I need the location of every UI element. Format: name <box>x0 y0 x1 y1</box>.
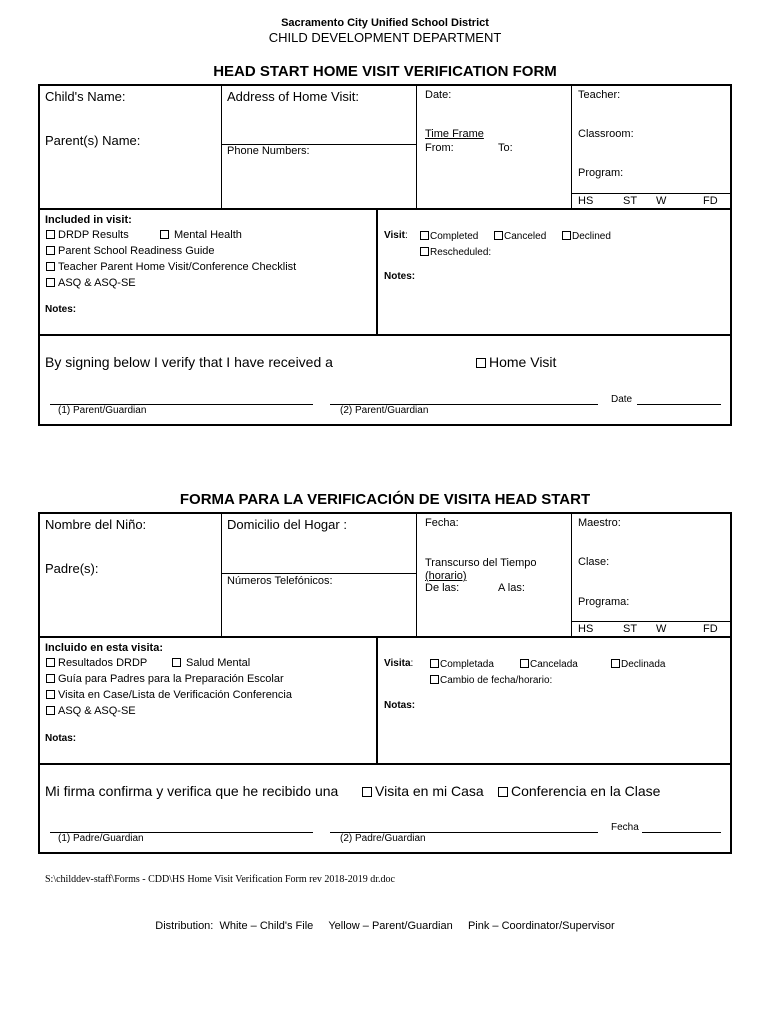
distribution-line: Distribution: White – Child's File Yellow – Parent/Guardian Pink – Coordinator/Supervisor <box>155 920 615 932</box>
checkbox-icon[interactable] <box>46 246 55 255</box>
notes-left-label: Notes: <box>45 304 77 315</box>
item-asq[interactable]: ASQ & ASQ-SE <box>46 278 136 289</box>
time-frame-label: Transcurso del Tiempo <box>425 557 537 569</box>
status-completed[interactable]: Completed <box>420 231 478 242</box>
checkbox-icon[interactable] <box>362 787 372 797</box>
parents-name-label: Padre(s): <box>45 561 99 576</box>
home-visit-option[interactable]: Home Visit <box>476 355 556 369</box>
notes-right-label: Notas: <box>384 700 416 711</box>
program-label: Programa: <box>578 596 630 608</box>
checkbox-icon[interactable] <box>46 706 55 715</box>
parent1-caption: (1) Parent/Guardian <box>58 405 147 416</box>
signing-statement: By signing below I verify that I have received a <box>45 354 333 370</box>
conference-option[interactable]: Conferencia en la Clase <box>498 784 660 798</box>
checkbox-icon[interactable] <box>430 675 439 684</box>
item-drdp[interactable]: Resultados DRDP <box>46 658 147 669</box>
signing-statement: Mi firma confirma y verifica que he recibido una <box>45 783 339 799</box>
checkbox-icon[interactable] <box>562 231 571 240</box>
english-form-title: HEAD START HOME VISIT VERIFICATION FORM <box>213 63 557 80</box>
home-visit-option[interactable]: Visita en mi Casa <box>362 784 484 798</box>
classroom-label: Clase: <box>578 556 610 568</box>
status-rescheduled[interactable]: Cambio de fecha/horario: <box>430 675 552 686</box>
program-st: ST <box>623 623 638 635</box>
childs-name-label: Child's Name: <box>45 89 126 104</box>
time-frame-label: Time Frame <box>425 128 484 140</box>
item-readiness-guide[interactable]: Guía para Padres para la Preparación Escolar <box>46 674 284 685</box>
file-path: S:\childdev-staff\Forms - CDD\HS Home Visit Verification Form rev 2018-2019 dr.doc <box>45 874 395 885</box>
from-label: From: <box>425 142 454 154</box>
childs-name-label: Nombre del Niño: <box>45 517 147 532</box>
parent2-caption: (2) Parent/Guardian <box>340 405 429 416</box>
notes-right-label: Notes: <box>384 271 416 282</box>
visit-label: Visita: <box>384 658 414 669</box>
teacher-label: Teacher: <box>578 89 621 101</box>
phone-label: Números Telefónicos: <box>227 575 333 587</box>
from-label: De las: <box>425 582 460 594</box>
date-label: Fecha: <box>425 517 459 529</box>
notes-left-label: Notas: <box>45 733 77 744</box>
to-label: To: <box>498 142 513 154</box>
department-name: CHILD DEVELOPMENT DEPARTMENT <box>268 30 502 45</box>
checkbox-icon[interactable] <box>172 658 181 667</box>
item-asq[interactable]: ASQ & ASQ-SE <box>46 706 136 717</box>
checkbox-icon[interactable] <box>420 247 429 256</box>
status-declined[interactable]: Declined <box>562 231 611 242</box>
parents-name-label: Parent(s) Name: <box>45 133 141 148</box>
checkbox-icon[interactable] <box>160 230 169 239</box>
parent2-caption: (2) Padre/Guardian <box>340 833 426 844</box>
program-w: W <box>656 623 667 635</box>
date-label: Date: <box>425 89 452 101</box>
checkbox-icon[interactable] <box>494 231 503 240</box>
item-readiness-guide[interactable]: Parent School Readiness Guide <box>46 246 215 257</box>
program-label: Program: <box>578 167 624 179</box>
classroom-label: Classroom: <box>578 128 634 140</box>
checkbox-icon[interactable] <box>46 278 55 287</box>
status-canceled[interactable]: Cancelada <box>520 659 578 670</box>
visit-label: Visit: <box>384 230 408 241</box>
checkbox-icon[interactable] <box>611 659 620 668</box>
program-w: W <box>656 195 667 207</box>
included-label: Incluido en esta visita: <box>45 642 163 654</box>
item-mental-health[interactable]: Mental Health <box>160 230 242 241</box>
date-sig-line[interactable] <box>637 404 721 405</box>
checkbox-icon[interactable] <box>520 659 529 668</box>
program-fd: FD <box>703 623 718 635</box>
address-label: Domicilio del Hogar : <box>227 517 347 532</box>
item-drdp[interactable]: DRDP Results <box>46 230 129 241</box>
parent1-caption: (1) Padre/Guardian <box>58 833 144 844</box>
item-mental-health[interactable]: Salud Mental <box>172 658 250 669</box>
program-hs: HS <box>578 195 594 207</box>
status-completed[interactable]: Completada <box>430 659 494 670</box>
district-name: Sacramento City Unified School District <box>281 17 489 29</box>
phone-label: Phone Numbers: <box>227 145 310 157</box>
address-label: Address of Home Visit: <box>227 89 359 104</box>
status-declined[interactable]: Declinada <box>611 659 665 670</box>
checkbox-icon[interactable] <box>46 230 55 239</box>
item-conference-checklist[interactable]: Visita en Case/Lista de Verificación Conferencia <box>46 690 292 701</box>
checkbox-icon[interactable] <box>46 674 55 683</box>
date-sig-line[interactable] <box>642 832 721 833</box>
time-frame-sub-label: (horario) <box>425 570 467 582</box>
program-fd: FD <box>703 195 718 207</box>
date-sig-label: Fecha <box>611 822 639 833</box>
date-sig-label: Date <box>611 394 633 405</box>
teacher-label: Maestro: <box>578 517 621 529</box>
checkbox-icon[interactable] <box>46 658 55 667</box>
checkbox-icon[interactable] <box>46 262 55 271</box>
checkbox-icon[interactable] <box>420 231 429 240</box>
to-label: A las: <box>498 582 525 594</box>
included-label: Included in visit: <box>45 214 132 226</box>
program-st: ST <box>623 195 638 207</box>
checkbox-icon[interactable] <box>498 787 508 797</box>
checkbox-icon[interactable] <box>430 659 439 668</box>
checkbox-icon[interactable] <box>46 690 55 699</box>
status-canceled[interactable]: Canceled <box>494 231 546 242</box>
spanish-form-title: FORMA PARA LA VERIFICACIÓN DE VISITA HEAD START <box>179 491 591 508</box>
status-rescheduled[interactable]: Rescheduled: <box>420 247 491 258</box>
item-conference-checklist[interactable]: Teacher Parent Home Visit/Conference Checklist <box>46 262 296 273</box>
program-hs: HS <box>578 623 594 635</box>
checkbox-icon[interactable] <box>476 358 486 368</box>
